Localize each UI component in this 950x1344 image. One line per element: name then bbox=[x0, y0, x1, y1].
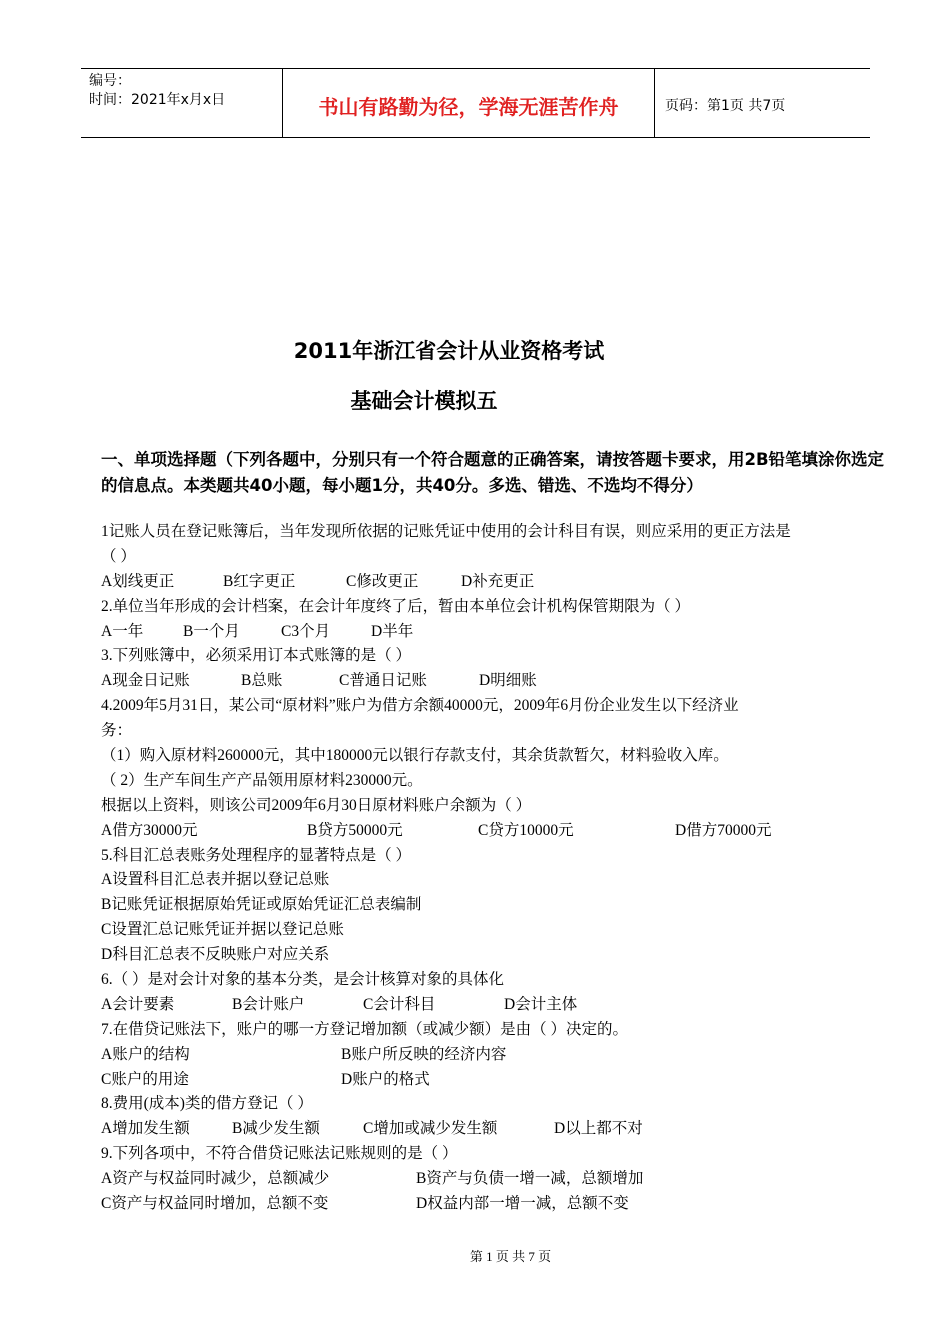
question-text: B记账凭证根据原始凭证或原始凭证汇总表编制 bbox=[101, 896, 422, 914]
document-subtitle: 基础会计模拟五 bbox=[350, 389, 498, 413]
section-heading: 一、单项选择题（下列各题中，分别只有一个符合题意的正确答案，请按答题卡要求，用2B铅笔填涂你选定的信息点。本类题共40小题，每小题1分，共40分。多选、错选、不选均不得分） bbox=[101, 450, 885, 495]
question-line bbox=[101, 1117, 871, 1142]
question-line bbox=[101, 844, 871, 869]
answer-option: B减少发生额 bbox=[232, 1120, 320, 1138]
answer-option: D权益内部一增一减，总额不变 bbox=[416, 1195, 629, 1213]
question-line bbox=[101, 1018, 871, 1043]
answer-option: A资产与权益同时减少，总额减少 bbox=[101, 1170, 330, 1188]
question-line bbox=[101, 1192, 871, 1217]
answer-option: B会计账户 bbox=[232, 995, 305, 1013]
answer-option: D会计主体 bbox=[504, 995, 578, 1013]
answer-option: C普通日记账 bbox=[339, 672, 427, 690]
question-text: 8.费用(成本)类的借方登记（ ） bbox=[101, 1095, 313, 1113]
answer-option: D借方70000元 bbox=[675, 821, 772, 839]
question-list bbox=[101, 520, 871, 1217]
question-line bbox=[101, 769, 871, 794]
header-meta bbox=[81, 69, 282, 137]
answer-option: D账户的格式 bbox=[341, 1070, 430, 1088]
question-line bbox=[101, 644, 871, 669]
document-title: 2011年浙江省会计从业资格考试 bbox=[293, 339, 605, 363]
question-text: D科目汇总表不反映账户对应关系 bbox=[101, 946, 330, 964]
answer-option: B账户所反映的经济内容 bbox=[341, 1045, 507, 1063]
header-time-label: 时间：2021年x月x日 bbox=[89, 92, 226, 108]
question-line bbox=[101, 595, 871, 620]
header-motto: 书山有路勤为径，学海无涯苦作舟 bbox=[282, 69, 655, 137]
question-line bbox=[101, 545, 871, 570]
question-line bbox=[101, 520, 871, 545]
question-line bbox=[101, 570, 871, 595]
answer-option: B一个月 bbox=[183, 622, 240, 640]
answer-option: C3个月 bbox=[281, 622, 331, 640]
header-number-label: 编号： bbox=[89, 73, 131, 89]
answer-option: C账户的用途 bbox=[101, 1070, 189, 1088]
answer-option: A增加发生额 bbox=[101, 1120, 190, 1138]
answer-option: A划线更正 bbox=[101, 572, 175, 590]
question-text: 2.单位当年形成的会计档案，在会计年度终了后，暂由本单位会计机构保管期限为（ ） bbox=[101, 597, 691, 615]
question-line bbox=[101, 744, 871, 769]
question-text: 5.科目汇总表账务处理程序的显著特点是（ ） bbox=[101, 846, 412, 864]
question-text: （ ） bbox=[101, 547, 136, 565]
answer-option: A账户的结构 bbox=[101, 1045, 190, 1063]
answer-option: A会计要素 bbox=[101, 995, 175, 1013]
answer-option: D以上都不对 bbox=[554, 1120, 643, 1138]
header-page-info: 页码：第1页 共7页 bbox=[665, 98, 786, 114]
question-line bbox=[101, 719, 871, 744]
answer-option: C修改更正 bbox=[346, 572, 419, 590]
answer-option: D明细账 bbox=[479, 672, 537, 690]
question-line bbox=[101, 993, 871, 1018]
page-header bbox=[81, 68, 870, 138]
answer-option: A现金日记账 bbox=[101, 672, 190, 690]
answer-option: C会计科目 bbox=[363, 995, 436, 1013]
answer-option: C增加或减少发生额 bbox=[363, 1120, 498, 1138]
question-line bbox=[101, 794, 871, 819]
question-line bbox=[101, 694, 871, 719]
question-text: A设置科目汇总表并据以登记总账 bbox=[101, 871, 330, 889]
question-text: 1记账人员在登记账簿后，当年发现所依据的记账凭证中使用的会计科目有误，则应采用的更正方法是 bbox=[101, 523, 791, 540]
question-line bbox=[101, 918, 871, 943]
answer-option: B红字更正 bbox=[223, 572, 296, 590]
question-line bbox=[101, 943, 871, 968]
question-line bbox=[101, 968, 871, 993]
answer-option: B资产与负债一增一减，总额增加 bbox=[416, 1170, 644, 1188]
question-line bbox=[101, 620, 871, 645]
question-line bbox=[101, 669, 871, 694]
question-line bbox=[101, 1068, 871, 1093]
question-line bbox=[101, 893, 871, 918]
question-text: （1）购入原材料260000元，其中180000元以银行存款支付，其余货款暂欠，材料验收入库。 bbox=[101, 747, 729, 765]
question-line bbox=[101, 1092, 871, 1117]
answer-option: A一年 bbox=[101, 622, 144, 640]
question-text: （ 2）生产车间生产产品领用原材料230000元。 bbox=[101, 771, 423, 789]
answer-option: B总账 bbox=[241, 672, 283, 690]
answer-option: B贷方50000元 bbox=[307, 821, 403, 839]
question-text: 务： bbox=[101, 722, 133, 740]
question-line bbox=[101, 1142, 871, 1167]
answer-option: C贷方10000元 bbox=[478, 821, 574, 839]
answer-option: D补充更正 bbox=[461, 572, 535, 590]
answer-option: A借方30000元 bbox=[101, 821, 198, 839]
question-text: 3.下列账簿中，必须采用订本式账簿的是（ ） bbox=[101, 647, 412, 665]
answer-option: C资产与权益同时增加，总额不变 bbox=[101, 1195, 329, 1213]
page-footer: 第 1 页 共 7 页 bbox=[469, 1249, 552, 1264]
answer-option: D半年 bbox=[371, 622, 414, 640]
question-text: 6.（ ）是对会计对象的基本分类，是会计核算对象的具体化 bbox=[101, 971, 505, 989]
question-text: 9.下列各项中，不符合借贷记账法记账规则的是（ ） bbox=[101, 1145, 458, 1163]
question-line bbox=[101, 868, 871, 893]
question-text: 7.在借贷记账法下，账户的哪一方登记增加额（或减少额）是由（ ）决定的。 bbox=[101, 1020, 629, 1038]
question-line bbox=[101, 819, 871, 844]
question-line bbox=[101, 1167, 871, 1192]
question-text: 根据以上资料，则该公司2009年6月30日原材料账户余额为（ ） bbox=[101, 796, 532, 814]
question-text: 4.2009年5月31日，某公司“原材料”账户为借方余额40000元，2009年6月份企业发生以下经济业 bbox=[101, 697, 739, 715]
question-line bbox=[101, 1043, 871, 1068]
question-text: C设置汇总记账凭证并据以登记总账 bbox=[101, 921, 344, 939]
